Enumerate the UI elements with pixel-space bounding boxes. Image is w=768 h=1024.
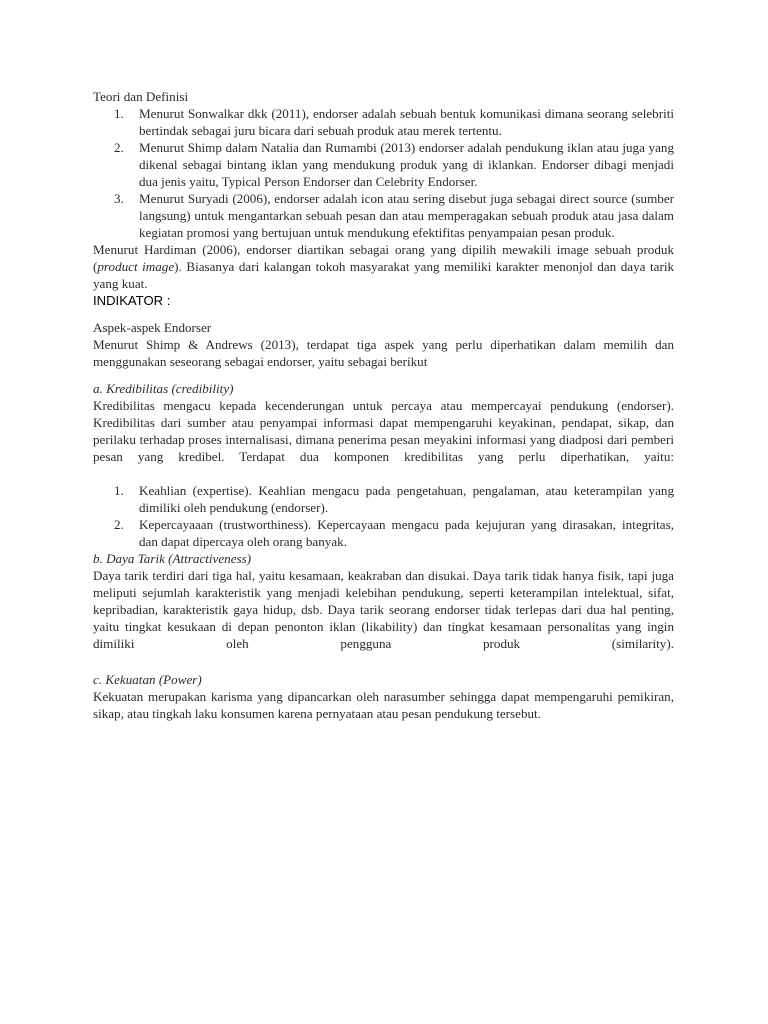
list-number: 2.: [114, 517, 124, 532]
hardiman-text-italic: product image: [97, 259, 175, 274]
list-item: [93, 482, 674, 516]
hardiman-text-before: Menurut Hardiman (2006), endorser diartikan sebagai orang yang dipilih mewakili image sebuah produk (: [93, 242, 674, 274]
list-text: Kepercayaaan (trustworthiness). Kepercayaan mengacu pada kejujuran yang dirasakan, integritas, dan dapat dipercaya oleh orang banyak.: [139, 517, 674, 549]
hardiman-paragraph: [93, 241, 674, 292]
indikator-heading: INDIKATOR :: [93, 293, 171, 308]
list-item: [93, 105, 674, 139]
kredibilitas-heading: a. Kredibilitas (credibility): [93, 381, 234, 396]
kredibilitas-list: [93, 482, 674, 550]
kekuatan-paragraph: Kekuatan merupakan karisma yang dipancarkan oleh narasumber sehingga dapat mempengaruhi pemikiran, sikap, atau tingkah laku konsumen karena pernyataan atau pesan pendukung tersebut.: [93, 689, 674, 721]
list-text: Keahlian (expertise). Keahlian mengacu pada pengetahuan, pengalaman, atau keterampilan yang dimiliki oleh pendukung (endorser).: [139, 483, 674, 515]
list-text: Menurut Shimp dalam Natalia dan Rumambi (2013) endorser adalah pendukung iklan atau juga yang dikenal sebagai bintang iklan yang mendukung produk yang di iklankan. Endorser dibagi menjadi dua jenis yaitu, Typical Person Endorser dan Celebrity Endorser.: [139, 140, 674, 189]
list-number: 2.: [114, 140, 124, 155]
list-item: [93, 516, 674, 550]
document-body: [93, 88, 674, 722]
list-item: [93, 190, 674, 241]
hardiman-text-after: ). Biasanya dari kalangan tokoh masyarakat yang memiliki karakter menonjol dan daya tarik yang kuat.: [93, 259, 674, 291]
kredibilitas-paragraph: Kredibilitas mengacu kepada kecenderungan untuk percaya atau mempercayai pendukung (endorser). Kredibilitas dari sumber atau penyampai informasi dapat mempengaruhi keyakinan, pendapat, sikap, dan perilaku terhadap proses internalisasi, dimana penerima pesan meyakini informasi yang diadposi dari pemberi pesan yang kredibel. Terdapat dua komponen kredibilitas yang perlu diperhatikan, yaitu:: [93, 398, 674, 464]
heading-teori: Teori dan Definisi: [93, 89, 189, 104]
kekuatan-heading: c. Kekuatan (Power): [93, 672, 202, 687]
list-number: 3.: [114, 191, 124, 206]
aspek-paragraph: Menurut Shimp & Andrews (2013), terdapat tiga aspek yang perlu diperhatikan dalam memilih dan menggunakan seseorang sebagai endorser, yaitu sebagai berikut: [93, 337, 674, 369]
list-text: Menurut Suryadi (2006), endorser adalah icon atau sering disebut juga sebagai direct source (sumber langsung) untuk mengantarkan sebuah pesan dan atau memperagakan sebuah produk atau jasa dalam kegiatan promosi yang bertujuan untuk mendukung efektifitas penyampaian pesan produk.: [139, 191, 674, 240]
list-number: 1.: [114, 106, 124, 121]
daya-tarik-paragraph: Daya tarik terdiri dari tiga hal, yaitu kesamaan, keakraban dan disukai. Daya tarik tidak hanya fisik, tapi juga meliputi sejumlah karakteristik yang menjadi kelebihan pendukung, seperti keterampilan intelektual, sifat, kepribadian, karakteristik gaya hidup, dsb. Daya tarik seorang endorser tidak terlepas dari dua hal penting, yaitu tingkat kesukaan di depan penonton iklan (likability) dan tingkat kesamaan personalitas yang ingin dimiliki oleh pengguna produk (similarity).: [93, 568, 674, 651]
daya-tarik-heading: b. Daya Tarik (Attractiveness): [93, 551, 252, 566]
definitions-list: [93, 105, 674, 241]
list-item: [93, 139, 674, 190]
list-text: Menurut Sonwalkar dkk (2011), endorser adalah sebuah bentuk komunikasi dimana seorang selebriti bertindak sebagai juru bicara dari sebuah produk atau merek tertentu.: [139, 106, 674, 138]
list-number: 1.: [114, 483, 124, 498]
aspek-heading: Aspek-aspek Endorser: [93, 320, 212, 335]
